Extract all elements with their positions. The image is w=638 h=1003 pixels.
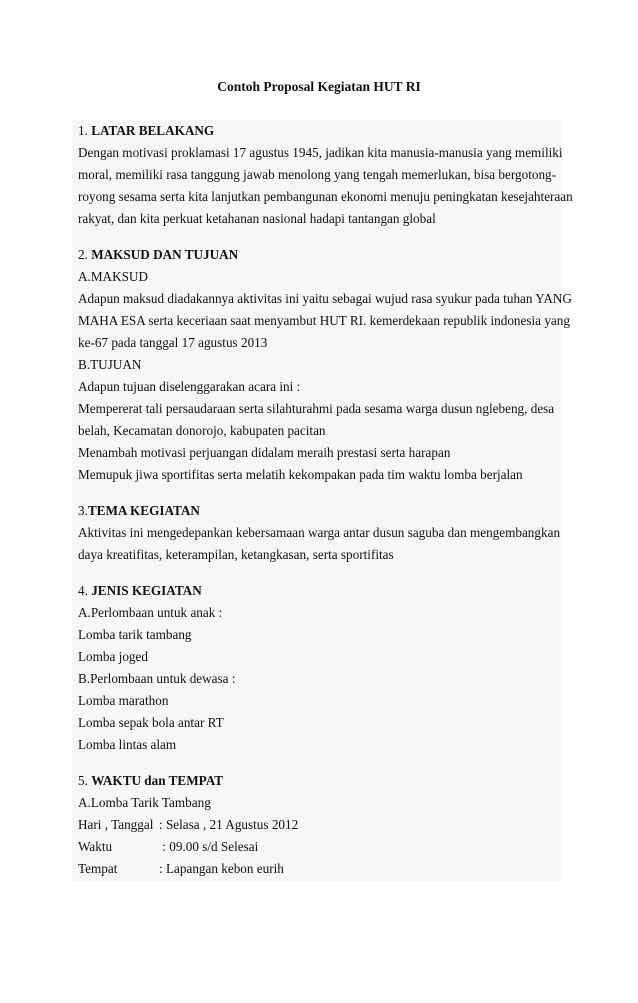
- schedule-row: [78, 858, 562, 880]
- section-waktu-tempat: [78, 770, 562, 880]
- list-item: Lomba marathon: [78, 693, 169, 708]
- schedule-row: [78, 836, 562, 858]
- schedule-row: [78, 814, 562, 836]
- paragraph-line: B.TUJUAN: [78, 357, 142, 372]
- section-maksud-tujuan: [78, 244, 572, 486]
- paragraph-line: daya kreatifitas, keterampilan, ketangkasan, serta sportifitas: [78, 547, 394, 562]
- list-item: Lomba sepak bola antar RT: [78, 715, 224, 730]
- section-heading: 3.TEMA KEGIATAN: [78, 503, 200, 518]
- paragraph-line: A.MAKSUD: [78, 269, 148, 284]
- list-item: B.Perlombaan untuk dewasa :: [78, 671, 236, 686]
- list-item: A.Perlombaan untuk anak :: [78, 605, 223, 620]
- section-tema-kegiatan: [78, 500, 562, 566]
- paragraph-line: Memupuk jiwa sportifitas serta melatih kekompakan pada tim waktu lomba berjalan: [78, 467, 523, 482]
- paragraph-line: ke-67 pada tanggal 17 agustus 2013: [78, 335, 268, 350]
- paragraph-line: Aktivitas ini mengedepankan kebersamaan warga antar dusun saguba dan mengembangkan: [78, 525, 561, 540]
- paragraph-line: MAHA ESA serta keceriaan saat menyambut HUT RI. kemerdekaan republik indonesia yang: [78, 313, 570, 328]
- paragraph-line: royong sesama serta kita lanjutkan pembangunan ekonomi menuju peningkatan kesejahteraan: [78, 189, 573, 204]
- schedule-label: Tempat: [78, 861, 118, 876]
- paragraph-line: belah, Kecamatan donorojo, kabupaten pacitan: [78, 423, 326, 438]
- schedule-value: : Lapangan kebon eurih: [159, 861, 284, 876]
- paragraph-line: moral, memiliki rasa tanggung jawab menolong yang tengah memerlukan, bisa bergotong-: [78, 167, 557, 182]
- schedule-value: : 09.00 s/d Selesai: [159, 839, 259, 854]
- section-latar-belakang: [78, 120, 573, 230]
- paragraph-line: Adapun tujuan diselenggarakan acara ini :: [78, 379, 301, 394]
- section-jenis-kegiatan: [78, 580, 562, 756]
- subheading: A.Lomba Tarik Tambang: [78, 795, 211, 810]
- section-heading: 2. MAKSUD DAN TUJUAN: [78, 247, 239, 262]
- list-item: Lomba tarik tambang: [78, 627, 192, 642]
- list-item: Lomba lintas alam: [78, 737, 177, 752]
- section-heading: 4. JENIS KEGIATAN: [78, 583, 202, 598]
- list-item: Lomba joged: [78, 649, 148, 664]
- paragraph-line: Dengan motivasi proklamasi 17 agustus 1945, jadikan kita manusia-manusia yang memiliki: [78, 145, 563, 160]
- section-heading: 1. LATAR BELAKANG: [78, 123, 215, 138]
- document-title: Contoh Proposal Kegiatan HUT RI: [217, 79, 421, 94]
- schedule-label: Hari , Tanggal: [78, 817, 154, 832]
- paragraph-line: Menambah motivasi perjuangan didalam meraih prestasi serta harapan: [78, 445, 451, 460]
- schedule-value: : Selasa , 21 Agustus 2012: [159, 817, 299, 832]
- paragraph-line: Adapun maksud diadakannya aktivitas ini yaitu sebagai wujud rasa syukur pada tuhan YANG: [78, 291, 572, 306]
- paragraph-line: Mempererat tali persaudaraan serta silahturahmi pada sesama warga dusun nglebeng, desa: [78, 401, 555, 416]
- section-heading: 5. WAKTU dan TEMPAT: [78, 773, 224, 788]
- schedule-label: Waktu: [78, 839, 113, 854]
- paragraph-line: rakyat, dan kita perkuat ketahanan nasional hadapi tantangan global: [78, 211, 436, 226]
- document-body: [72, 120, 573, 882]
